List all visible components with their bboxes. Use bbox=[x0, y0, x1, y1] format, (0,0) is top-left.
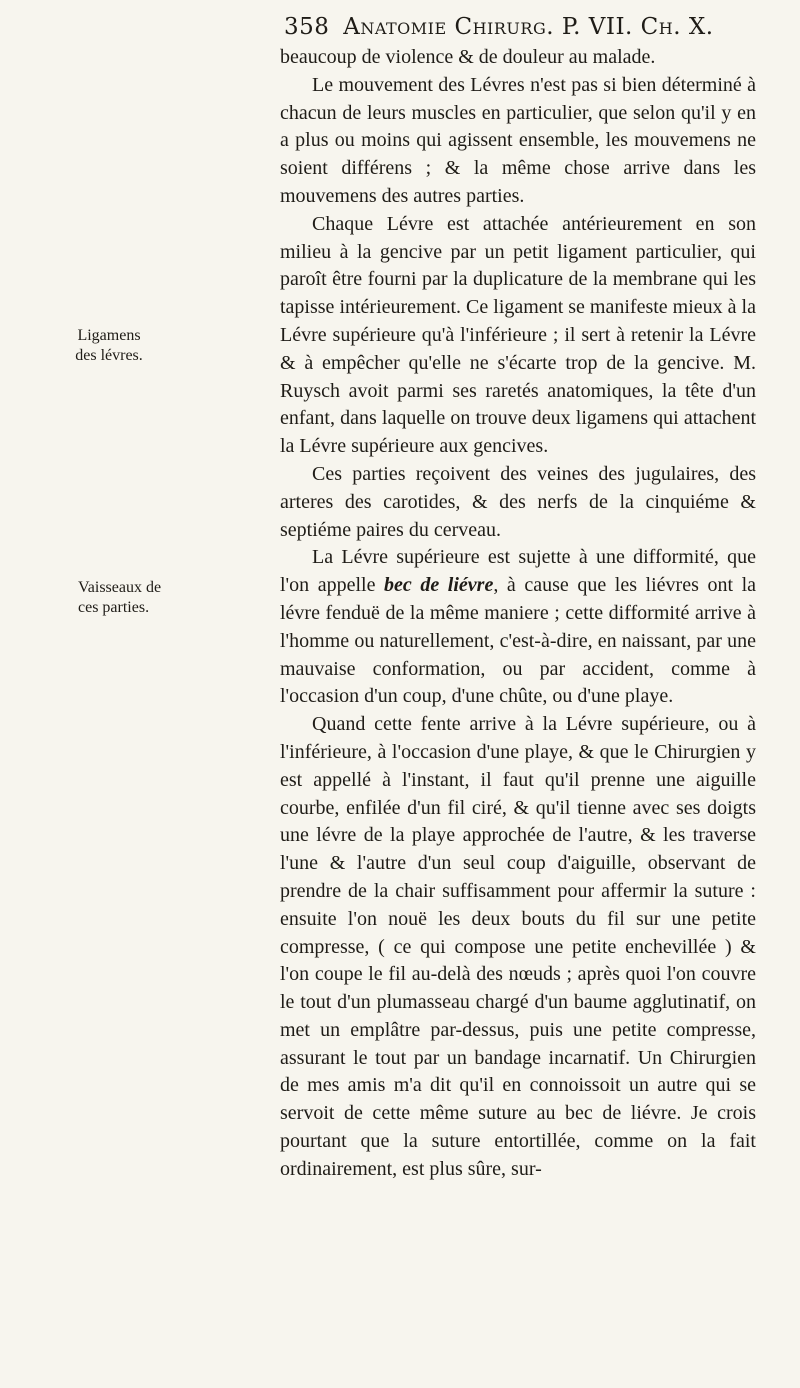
paragraph: La Lévre supérieure est sujette à une difformité, que l'on appelle bec de liévre, à cause que les liévres ont la lévre fenduë de la même maniere ; cette difformité arrive à l'homme ou naturellement, c'est-à-dire, en naissant, par une mauvaise conformation, ou par accident, comme à l'occasion d'un coup, d'une chûte, ou d'une playe. bbox=[280, 546, 756, 708]
paragraph: Chaque Lévre est attachée antérieurement en son milieu à la gencive par un petit ligament particulier, qui paroît être fourni par la duplicature de la membrane qui les tapisse intérieurement. Ce ligament se manifeste mieux à la Lévre supérieure qu'à l'inférieure ; il sert à retenir la Lévre & à empêcher qu'elle ne s'écarte trop de la gencive. M. Ruysch avoit parmi ses raretés anatomiques, la tête d'un enfant, dans laquelle on trouve deux ligamens qui attachent la Lévre supérieure aux gencives. bbox=[280, 212, 756, 458]
running-head bbox=[284, 14, 764, 40]
margin-note-ligamens: Ligamens des lévres. bbox=[75, 327, 143, 364]
emphasis-term: bec de liévre bbox=[384, 574, 494, 597]
paragraph: Ces parties reçoivent des veines des jugulaires, des arteres des carotides, & des nerfs de la cinquiéme & septiéme paires du cerveau. bbox=[280, 462, 756, 541]
margin-note-vaisseaux: Vaisseaux de ces parties. bbox=[78, 579, 162, 616]
page-number: 358 bbox=[284, 14, 330, 40]
paragraph: Quand cette fente arrive à la Lévre supérieure, ou à l'inférieure, à l'occasion d'une playe, & que le Chirurgien y est appellé à l'instant, il faut qu'il prenne une aiguille courbe, enfilée d'un fil ciré, & qu'il tienne avec ses doigts une lévre de la playe approchée de l'autre, & les traverse l'une & l'autre d'un seul coup d'aiguille, observant de prendre de la chair suffisamment pour affermir la suture : ensuite l'on nouë les deux bouts du fil sur une petite compresse, ( ce qui compose une petite enchevillée ) & l'on coupe le fil au-delà des nœuds ; après quoi l'on couvre le tout d'un plumasseau chargé d'un baume agglutinatif, on met un emplâtre par-dessus, puis une petite compresse, assurant le tout par un bandage incarnatif. Un Chirurgien de mes amis m'a dit qu'il en connoissoit un autre qui se servoit de cette même suture au bec de liévre. Je crois pourtant que la suture entortillée, comme on la fait ordinairement, est plus sûre, sur- bbox=[280, 713, 756, 1180]
paragraph: beaucoup de violence & de douleur au malade. bbox=[280, 46, 656, 68]
running-title: Anatomie Chirurg. P. VII. Ch. X. bbox=[343, 14, 714, 40]
paragraph: Le mouvement des Lévres n'est pas si bien déterminé à chacun de leurs muscles en particulier, que selon qu'il y en a plus ou moins qui agissent ensemble, les mouvemens ne soient différens ; & la même chose arrive dans les mouvemens des autres parties. bbox=[280, 73, 756, 207]
body-text bbox=[280, 44, 756, 1184]
